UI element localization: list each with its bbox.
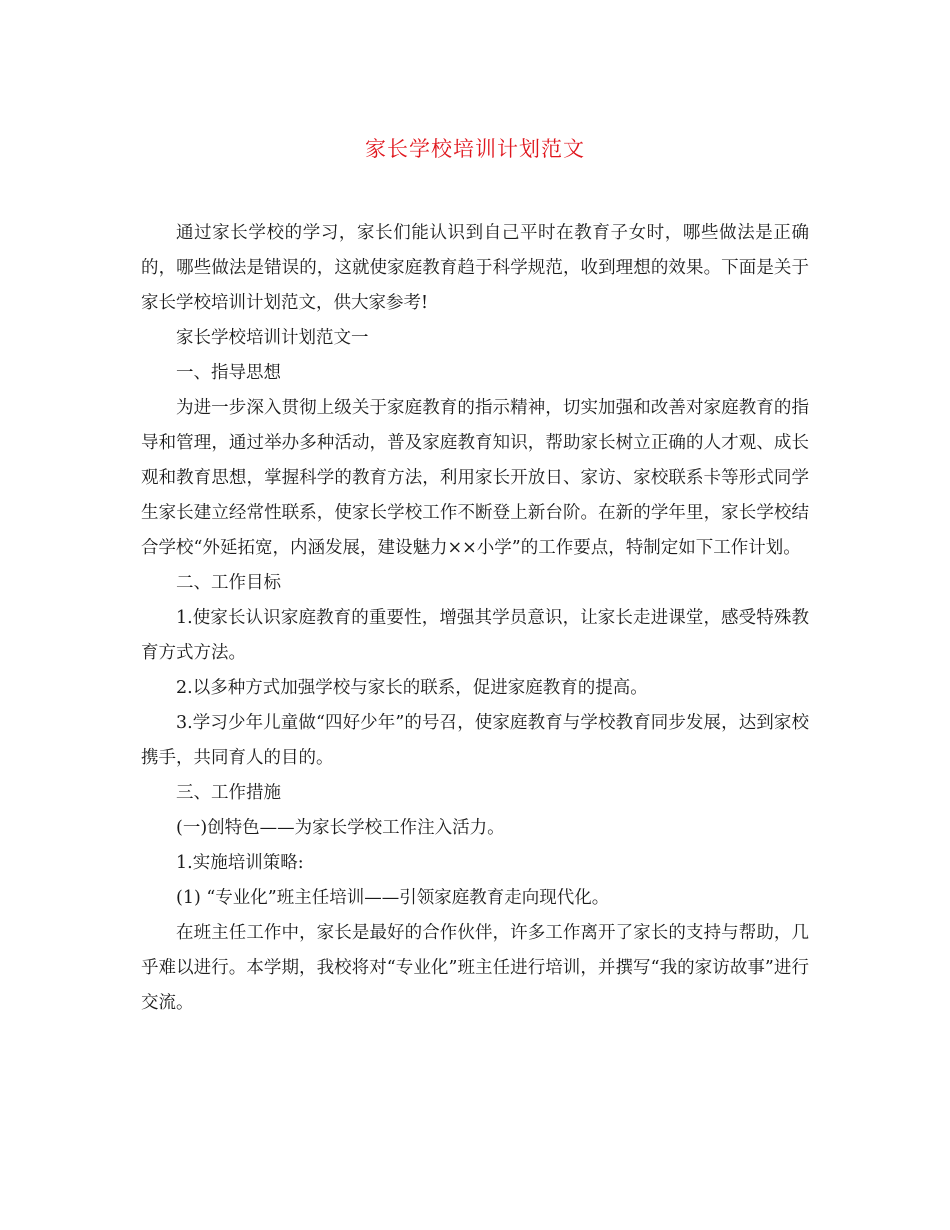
list-item: (1) “专业化”班主任培训——引领家庭教育走向现代化。 (176, 888, 610, 908)
section-heading: 一、指导思想 (176, 363, 281, 383)
section-heading: 二、工作目标 (176, 573, 281, 593)
list-item: 1.实施培训策略: (176, 853, 304, 873)
list-item: 3.学习少年儿童做“四好少年”的号召，使家庭教育与学校教育同步发展，达到家校携手，共同育人的目的。 (141, 713, 809, 768)
list-item: 1.使家长认识家庭教育的重要性，增强其学员意识，让家长走进课堂，感受特殊教育方式方法。 (141, 608, 809, 663)
section-heading: 家长学校培训计划范文一 (176, 328, 369, 348)
paragraph: 为进一步深入贯彻上级关于家庭教育的指示精神，切实加强和改善对家庭教育的指导和管理，通过举办多种活动，普及家庭教育知识，帮助家长树立正确的人才观、成长观和教育思想，掌握科学的教育方法，利用家长开放日、家访、家校联系卡等形式同学生家长建立经常性联系，使家长学校工作不断登上新台阶。在新的学年里，家长学校结合学校“外延拓宽，内涵发展，建设魅力××小学”的工作要点，特制定如下工作计划。 (141, 398, 809, 558)
section-heading: 三、工作措施 (176, 783, 281, 803)
document-title: 家长学校培训计划范文 (365, 137, 585, 161)
list-item: 2.以多种方式加强学校与家长的联系，促进家庭教育的提高。 (176, 678, 648, 698)
paragraph: 在班主任工作中，家长是最好的合作伙伴，许多工作离开了家长的支持与帮助，几乎难以进行。本学期，我校将对“专业化”班主任进行培训，并撰写“我的家访故事”进行交流。 (141, 923, 809, 1013)
document-body (141, 216, 809, 1021)
subsection-heading: (一)创特色——为家长学校工作注入活力。 (176, 818, 505, 838)
paragraph: 通过家长学校的学习，家长们能认识到自己平时在教育子女时，哪些做法是正确的，哪些做法是错误的，这就使家庭教育趋于科学规范，收到理想的效果。下面是关于家长学校培训计划范文，供大家参考! (141, 223, 809, 313)
